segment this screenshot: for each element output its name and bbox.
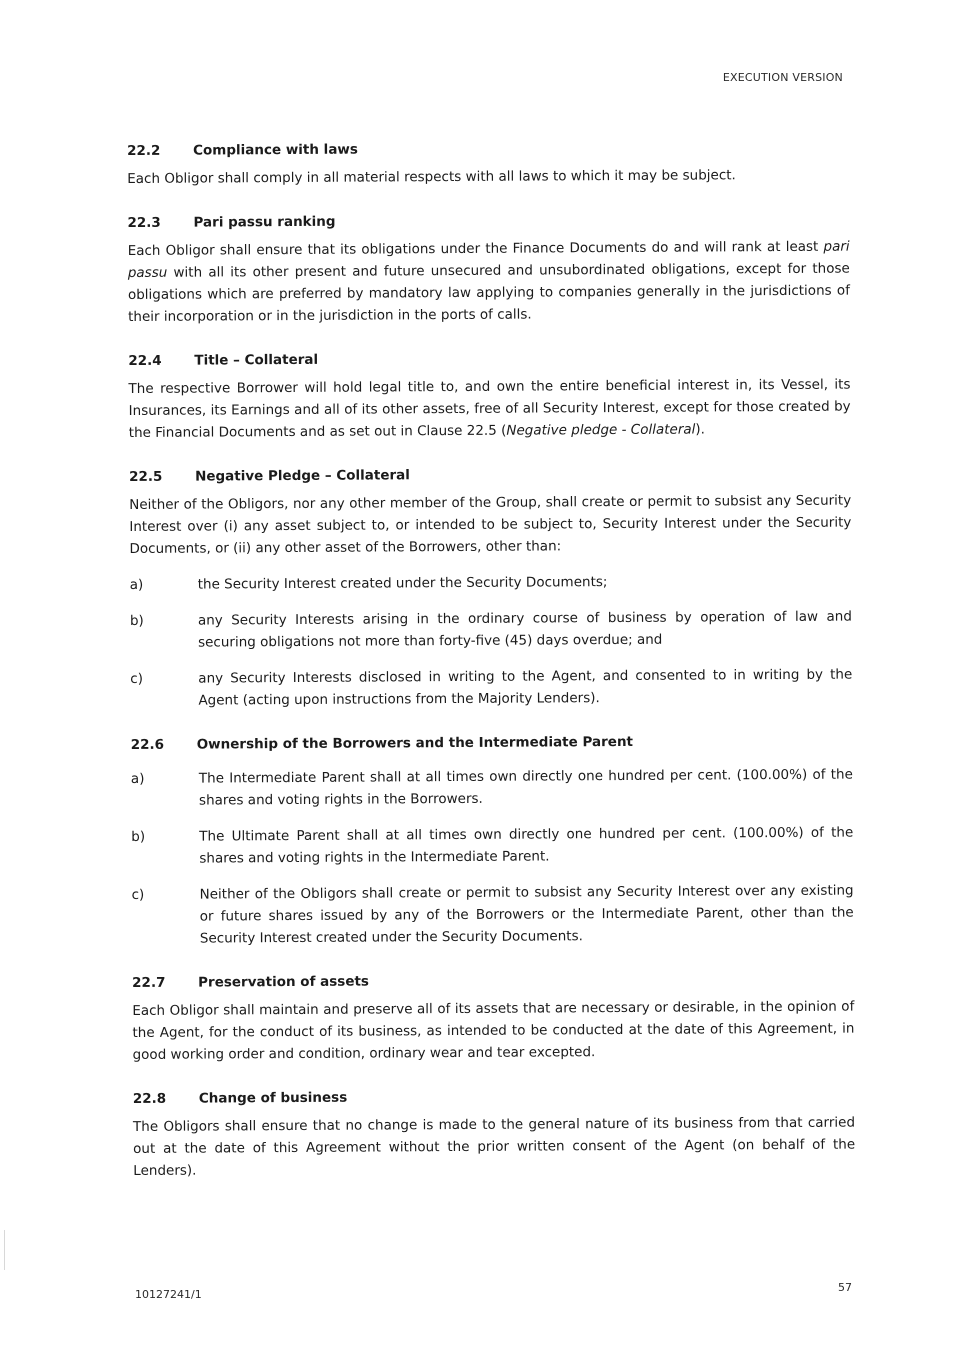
list-item: [131, 764, 853, 812]
list-item-text: The Ultimate Parent shall at all times own directly one hundred per cent. (100.00%) of the shares and voting rights in the Intermediate Parent.: [199, 824, 854, 867]
section-paragraph: [128, 236, 851, 328]
list-item-text: any Security Interests disclosed in writing to the Agent, and consented to in writing by the Agent (acting upon instructions from the Majority Lenders).: [198, 666, 853, 709]
list-item: [130, 664, 852, 712]
section-paragraph: Each Obligor shall comply in all material respects with all laws to which it may be subject.: [127, 167, 736, 187]
section-22-6: [131, 732, 854, 950]
section-title: Preservation of assets: [198, 973, 369, 991]
section-number: 22.4: [128, 352, 162, 369]
emphasis-text: pari passu: [127, 238, 850, 281]
section-heading: [133, 1086, 855, 1108]
clause-reference: Negative pledge - Collateral: [506, 421, 696, 439]
section-number: 22.6: [130, 736, 165, 753]
paragraph-text: The respective Borrower will hold legal title to, and own the entire beneficial interest in, its Vessel, its Insurances, its Earnings and all of its other assets, free of all Security Interest, except for those created by the Financial Documents and as set out in Clause 22.5 (: [128, 376, 851, 441]
section-title: Change of business: [198, 1089, 348, 1107]
section-number: 22.3: [127, 214, 161, 231]
section-paragraph: Neither of the Obligors, nor any other member of the Group, shall create or permit to subsist any Security Interest over (i) any asset subject to, or intended to be subject to, Security Interest under the Security Documents, or (ii) any other asset of the Borrowers, other than:: [129, 492, 852, 557]
list-item-text: The Intermediate Parent shall at all times own directly one hundred per cent. (100.00%) of the shares and voting rights in the Borrowers.: [198, 766, 853, 809]
section-22-3: [127, 210, 850, 328]
list-item: [130, 570, 852, 596]
section-22-4: [128, 348, 851, 444]
section-heading: [127, 210, 849, 232]
list-item-label: c): [130, 670, 144, 687]
section-number: 22.5: [128, 468, 163, 485]
section-heading: [131, 732, 853, 754]
section-heading: [128, 348, 850, 370]
paragraph-text: Each Obligor shall ensure that its obligations under the Finance Documents do and will rank at least: [127, 238, 824, 259]
list-item: [132, 880, 854, 950]
list-item-text: the Security Interest created under the Security Documents;: [197, 574, 608, 593]
section-heading: [127, 138, 849, 160]
list-item-text: any Security Interests arising in the ordinary course of business by operation of law and securing obligations not more than forty-five (45) days overdue; and: [197, 608, 852, 651]
section-22-7: [132, 970, 855, 1066]
list-item-text: Neither of the Obligors shall create or permit to subsist any Security Interest over any existing or future shares issued by any of the Borrowers or the Intermediate Parent, other than the Security Interest created under the Security Documents.: [199, 882, 854, 947]
section-paragraph: The Obligors shall ensure that no change is made to the general nature of its business from that carried out at the date of this Agreement without the prior written consent of the Agent (on behalf of the Lenders).: [132, 1114, 856, 1179]
section-paragraph: [128, 374, 850, 444]
section-22-5: [129, 464, 852, 712]
list-item-label: b): [131, 828, 146, 845]
section-title: Title – Collateral: [194, 351, 319, 369]
section-title: Negative Pledge – Collateral: [194, 467, 410, 485]
section-22-2: [127, 138, 849, 190]
list-item-label: a): [130, 770, 145, 787]
section-paragraph: Each Obligor shall maintain and preserve all of its assets that are necessary or desirable, in the opinion of the Agent, for the conduct of its business, as intended to be conducted at the date of this Agreement, in good working order and condition, ordinary wear and tear excepted.: [132, 998, 855, 1063]
section-number: 22.2: [127, 142, 161, 159]
paragraph-text: ).: [695, 421, 706, 438]
section-heading: [129, 464, 851, 486]
page-number: 57: [838, 1281, 852, 1294]
clause-content: [127, 138, 855, 1206]
list-item-label: b): [129, 612, 144, 629]
paragraph-text: with all its other present and future unsecured and unsubordinated obligations, except for those obligations which are preferred by mandatory law applying to companies generally in the jurisdictions of their incorporation or in the jurisdiction in the ports of calls.: [127, 260, 850, 325]
list-item: [130, 606, 852, 654]
section-number: 22.7: [132, 974, 166, 991]
section-22-8: [133, 1086, 856, 1182]
section-title: Ownership of the Borrowers and the Intermediate Parent: [196, 733, 634, 753]
section-number: 22.8: [132, 1090, 167, 1107]
execution-version-label: EXECUTION VERSION: [722, 71, 843, 84]
section-title: Pari passu ranking: [193, 213, 336, 231]
scan-margin-line: [4, 1230, 5, 1270]
list-item-label: c): [131, 886, 145, 903]
section-title: Compliance with laws: [193, 141, 358, 159]
document-id: 10127241/1: [135, 1288, 202, 1301]
section-heading: [132, 970, 854, 992]
list-item-label: a): [129, 576, 144, 593]
list-item: [131, 822, 853, 870]
